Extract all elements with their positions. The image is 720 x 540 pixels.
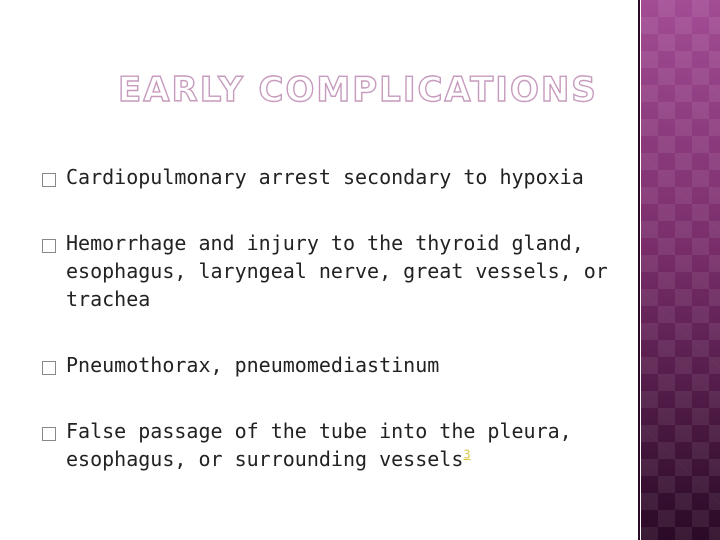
square-bullet-icon [42,239,56,253]
square-bullet-icon [42,173,56,187]
bullet-item [42,163,622,191]
side-divider [638,0,640,540]
bullet-text: False passage of the tube into the pleura, esophagus, or surrounding vessels [66,419,572,471]
bullet-item [42,417,622,473]
bullet-item [42,229,622,313]
slide-title: EARLY COMPLICATIONS [118,70,598,110]
bullet-item [42,351,622,379]
bullet-text: Pneumothorax, pneumomediastinum [66,353,440,377]
bullet-text: Hemorrhage and injury to the thyroid gland, esophagus, laryngeal nerve, great vessels, or trachea [66,231,608,311]
bullet-text: Cardiopulmonary arrest secondary to hypoxia [66,165,584,189]
bullet-list [42,163,622,473]
square-bullet-icon [42,361,56,375]
decorative-side-panel [641,0,720,540]
square-bullet-icon [42,427,56,441]
citation-link[interactable]: 3 [463,447,471,462]
